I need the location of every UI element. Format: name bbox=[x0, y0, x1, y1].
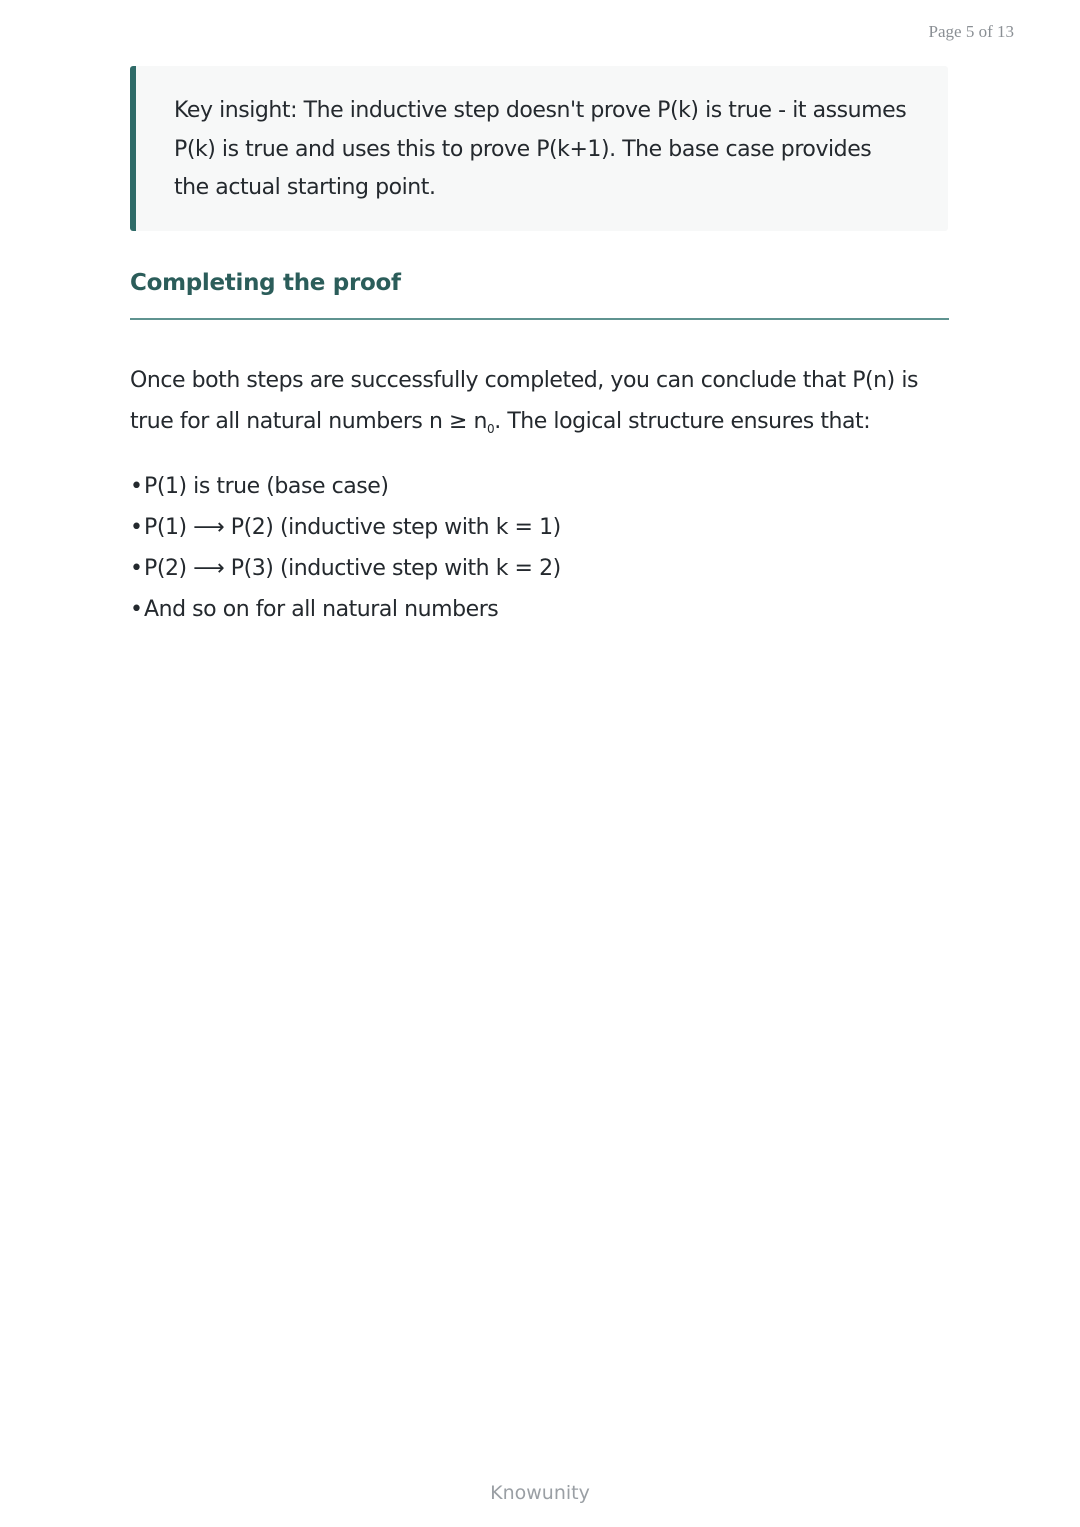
bullet-icon: • bbox=[130, 597, 143, 622]
bullet-icon: • bbox=[130, 474, 143, 499]
list-item bbox=[130, 466, 561, 507]
bullet-icon: • bbox=[130, 515, 143, 540]
paragraph-subscript: 0 bbox=[487, 422, 495, 436]
list-item bbox=[130, 589, 561, 630]
list-item-text: P(1) ⟶ P(2) (inductive step with k = 1) bbox=[144, 515, 561, 540]
callout-text: Key insight: The inductive step doesn't prove P(k) is true - it assumes P(k) is true and uses this to prove P(k+1). The base case provides the actual starting point. bbox=[174, 98, 907, 200]
key-insight-callout bbox=[130, 66, 948, 231]
list-item-text: P(1) is true (base case) bbox=[144, 474, 389, 499]
page-number: Page 5 of 13 bbox=[928, 22, 1014, 41]
section-divider bbox=[130, 318, 949, 320]
bullet-list bbox=[130, 466, 561, 630]
list-item-text: P(2) ⟶ P(3) (inductive step with k = 2) bbox=[144, 556, 561, 581]
section-paragraph bbox=[130, 360, 948, 442]
footer-brand: Knowunity bbox=[490, 1482, 590, 1504]
paragraph-text-after: . The logical structure ensures that: bbox=[494, 409, 871, 434]
list-item bbox=[130, 507, 561, 548]
paragraph-text-before: Once both steps are successfully completed, you can conclude that P(n) is true for all natural numbers n ≥ n bbox=[130, 368, 919, 434]
list-item bbox=[130, 548, 561, 589]
section-title: Completing the proof bbox=[130, 270, 401, 296]
list-item-text: And so on for all natural numbers bbox=[144, 597, 499, 622]
bullet-icon: • bbox=[130, 556, 143, 581]
